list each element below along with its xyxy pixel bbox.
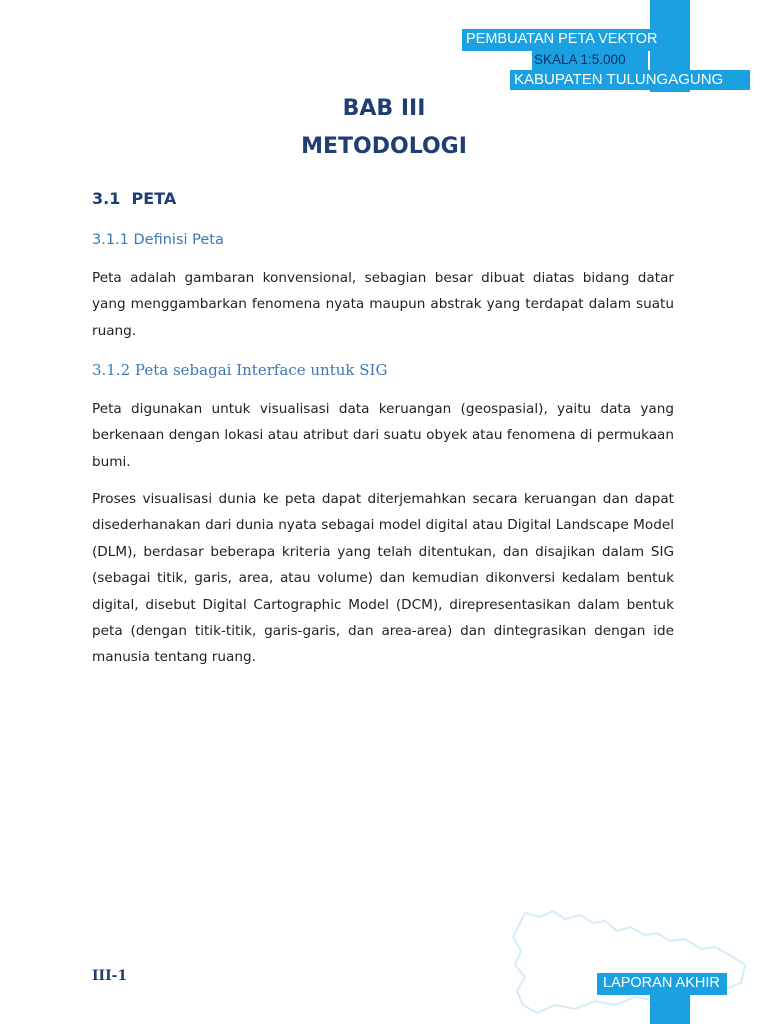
paragraph-definisi: Peta adalah gambaran konvensional, sebagian besar dibuat diatas bidang datar yang menggambarkan fenomena nyata maupun abstrak yang terdapat dalam suatu ruang. (92, 270, 674, 339)
section-heading: 3.1 PETA (92, 189, 177, 208)
subsection-heading-interface: 3.1.2 Peta sebagai Interface untuk SIG (92, 361, 388, 379)
header-scale: SKALA 1:5.000 (534, 52, 626, 67)
region-map-outline (505, 905, 755, 1024)
page-number: III-1 (92, 968, 128, 984)
paragraph-visualisasi: Peta digunakan untuk visualisasi data keruangan (geospasial), yaitu data yang berkenaan dengan lokasi atau atribut dari suatu obyek atau fenomena di permukaan bumi. (92, 401, 674, 470)
chapter-title: METODOLOGI (301, 134, 467, 159)
footer-report-label: LAPORAN AKHIR (603, 975, 720, 991)
footer-accent-bar (650, 995, 690, 1024)
chapter-number: BAB III (342, 96, 426, 121)
subsection-heading-definisi: 3.1.1 Definisi Peta (92, 232, 224, 248)
header-project-title: PEMBUATAN PETA VEKTOR (466, 31, 658, 47)
paragraph-proses: Proses visualisasi dunia ke peta dapat diterjemahkan secara keruangan dan dapat disederhanakan dari dunia nyata sebagai model digital atau Digital Landscape Model (DLM), berdasar beberapa kriteria yang telah ditentukan, dan disajikan dalam SIG (sebagai titik, garis, area, atau volume) dan kemudian dikonversi kedalam bentuk digital, disebut Digital Cartographic Model (DCM), direpresentasikan dalam bentuk peta (dengan titik-titik, garis-garis, dan area-area) dan dintegrasikan dengan ide manusia tentang ruang. (92, 491, 674, 666)
header-region: KABUPATEN TULUNGAGUNG (514, 71, 724, 88)
